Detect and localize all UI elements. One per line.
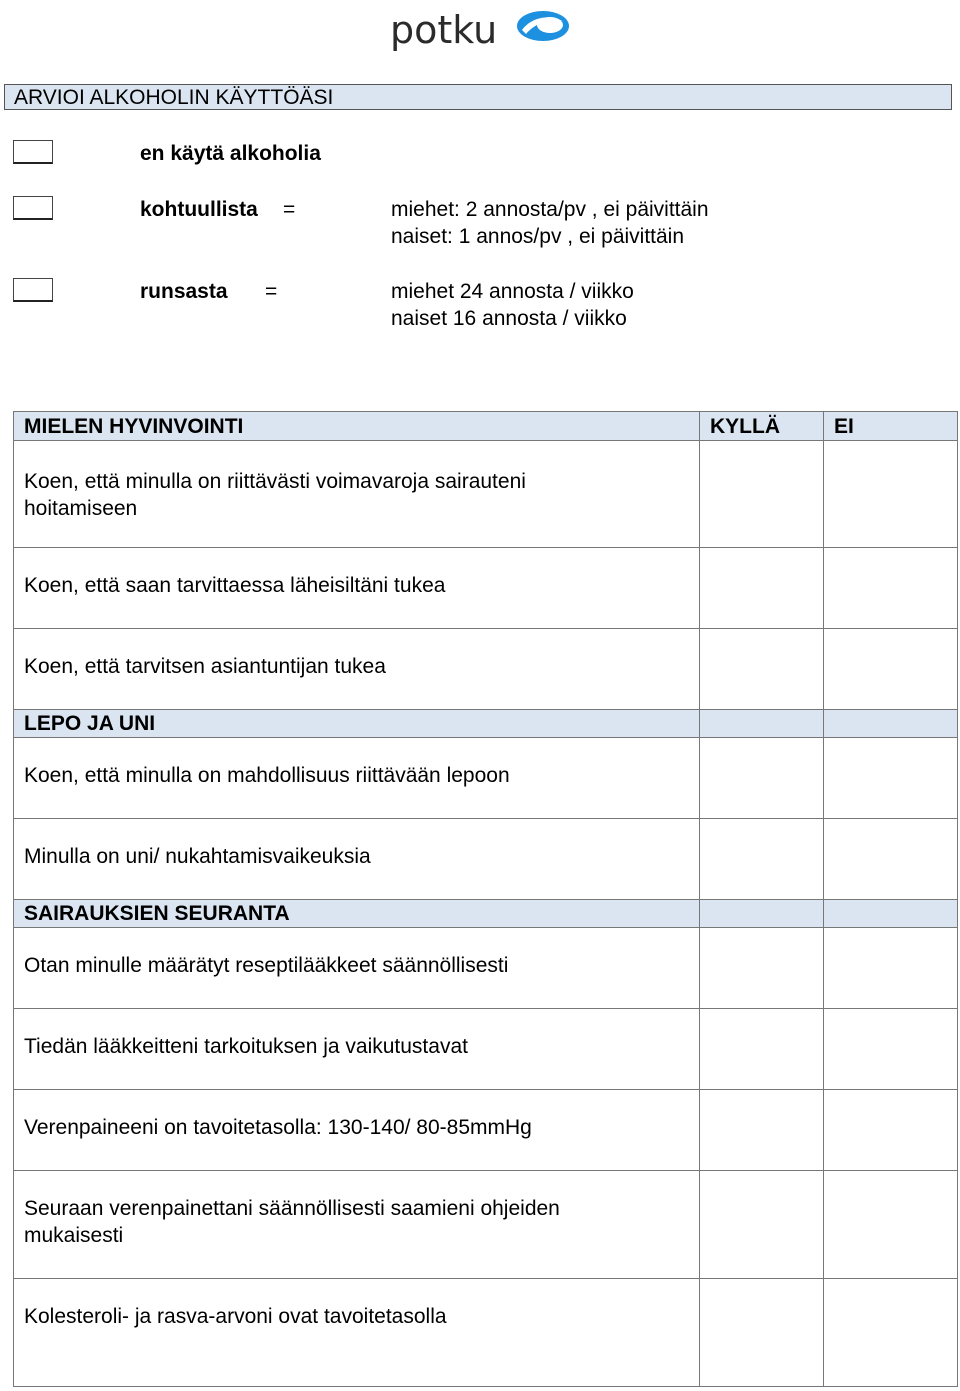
- answer-cell-yes[interactable]: [700, 1009, 824, 1090]
- question-text: Minulla on uni/ nukahtamisvaikeuksia: [24, 845, 371, 868]
- table-row: [14, 629, 958, 710]
- section-title: MIELEN HYVINVOINTI: [14, 412, 700, 441]
- table-row: [14, 928, 958, 1009]
- answer-cell-yes[interactable]: [700, 928, 824, 1009]
- option-label: runsasta: [140, 280, 228, 303]
- answer-cell-no[interactable]: [824, 548, 958, 629]
- question-text: Koen, että tarvitsen asiantuntijan tukea: [24, 655, 386, 678]
- answer-cell-no[interactable]: [824, 1279, 958, 1387]
- question-cell: [14, 548, 700, 629]
- answer-cell-no[interactable]: [824, 629, 958, 710]
- answer-cell-yes[interactable]: [700, 548, 824, 629]
- section-title: SAIRAUKSIEN SEURANTA: [14, 900, 700, 928]
- checkbox-no-alcohol[interactable]: [13, 140, 53, 164]
- column-header-no: EI: [824, 412, 958, 441]
- answer-cell-yes[interactable]: [700, 441, 824, 548]
- question-text: Koen, että minulla on riittävästi voimavaroja sairauteni: [24, 470, 526, 493]
- question-cell: [14, 1009, 700, 1090]
- column-header-yes: KYLLÄ: [700, 412, 824, 441]
- section-header-row: [14, 412, 958, 441]
- answer-cell-no[interactable]: [824, 441, 958, 548]
- question-text: Seuraan verenpainettani säännöllisesti saamieni ohjeiden: [24, 1197, 560, 1220]
- answer-cell-yes[interactable]: [700, 819, 824, 900]
- question-text: hoitamiseen: [24, 497, 138, 520]
- table-row: [14, 1171, 958, 1279]
- section-header-row: [14, 710, 958, 738]
- equals-sign: =: [283, 198, 296, 221]
- answer-cell-yes[interactable]: [700, 1090, 824, 1171]
- question-text: Tiedän lääkkeitteni tarkoituksen ja vaikutustavat: [24, 1035, 468, 1058]
- checkbox-moderate[interactable]: [13, 196, 53, 220]
- logo-text: potku: [390, 8, 498, 52]
- question-text: Otan minulle määrätyt reseptilääkkeet säännöllisesti: [24, 954, 509, 977]
- table-row: [14, 738, 958, 819]
- question-cell: [14, 1090, 700, 1171]
- checkbox-heavy[interactable]: [13, 278, 53, 302]
- section-title: LEPO JA UNI: [14, 710, 700, 738]
- answer-cell-no[interactable]: [824, 819, 958, 900]
- question-text: Koen, että saan tarvittaessa läheisiltäni tukea: [24, 574, 446, 597]
- question-cell: [14, 629, 700, 710]
- question-cell: [14, 928, 700, 1009]
- question-cell: [14, 441, 700, 548]
- questionnaire-table: [13, 411, 958, 1387]
- question-cell: [14, 819, 700, 900]
- question-text: Kolesteroli- ja rasva-arvoni ovat tavoitetasolla: [24, 1305, 447, 1328]
- potku-logo: [390, 4, 570, 56]
- question-text: Verenpaineeni on tavoitetasolla: 130-140/ 80-85mmHg: [24, 1116, 532, 1139]
- table-row: [14, 548, 958, 629]
- equals-sign: =: [265, 280, 278, 303]
- table-row: [14, 1009, 958, 1090]
- logo-swoosh-icon: [512, 8, 570, 44]
- answer-cell-yes[interactable]: [700, 1279, 824, 1387]
- question-cell: [14, 738, 700, 819]
- option-label: en käytä alkoholia: [140, 142, 321, 165]
- answer-cell-no[interactable]: [824, 1090, 958, 1171]
- section-header-row: [14, 900, 958, 928]
- answer-cell-yes[interactable]: [700, 629, 824, 710]
- alcohol-section-title: ARVIOI ALKOHOLIN KÄYTTÖÄSI: [4, 84, 952, 110]
- answer-cell-no[interactable]: [824, 1009, 958, 1090]
- table-row: [14, 1090, 958, 1171]
- answer-cell-no[interactable]: [824, 928, 958, 1009]
- option-detail-line: miehet 24 annosta / viikko: [391, 280, 634, 303]
- option-label: kohtuullista: [140, 198, 258, 221]
- answer-cell-no[interactable]: [824, 1171, 958, 1279]
- table-row: [14, 441, 958, 548]
- question-cell: [14, 1171, 700, 1279]
- question-text: mukaisesti: [24, 1224, 124, 1247]
- question-cell: [14, 1279, 700, 1387]
- question-text: Koen, että minulla on mahdollisuus riittävään lepoon: [24, 764, 510, 787]
- option-detail-line: naiset 16 annosta / viikko: [391, 307, 627, 330]
- option-detail-line: naiset: 1 annos/pv , ei päivittäin: [391, 225, 685, 248]
- answer-cell-no[interactable]: [824, 738, 958, 819]
- table-row: [14, 819, 958, 900]
- table-row: [14, 1279, 958, 1387]
- answer-cell-yes[interactable]: [700, 1171, 824, 1279]
- answer-cell-yes[interactable]: [700, 738, 824, 819]
- option-detail-line: miehet: 2 annosta/pv , ei päivittäin: [391, 198, 709, 221]
